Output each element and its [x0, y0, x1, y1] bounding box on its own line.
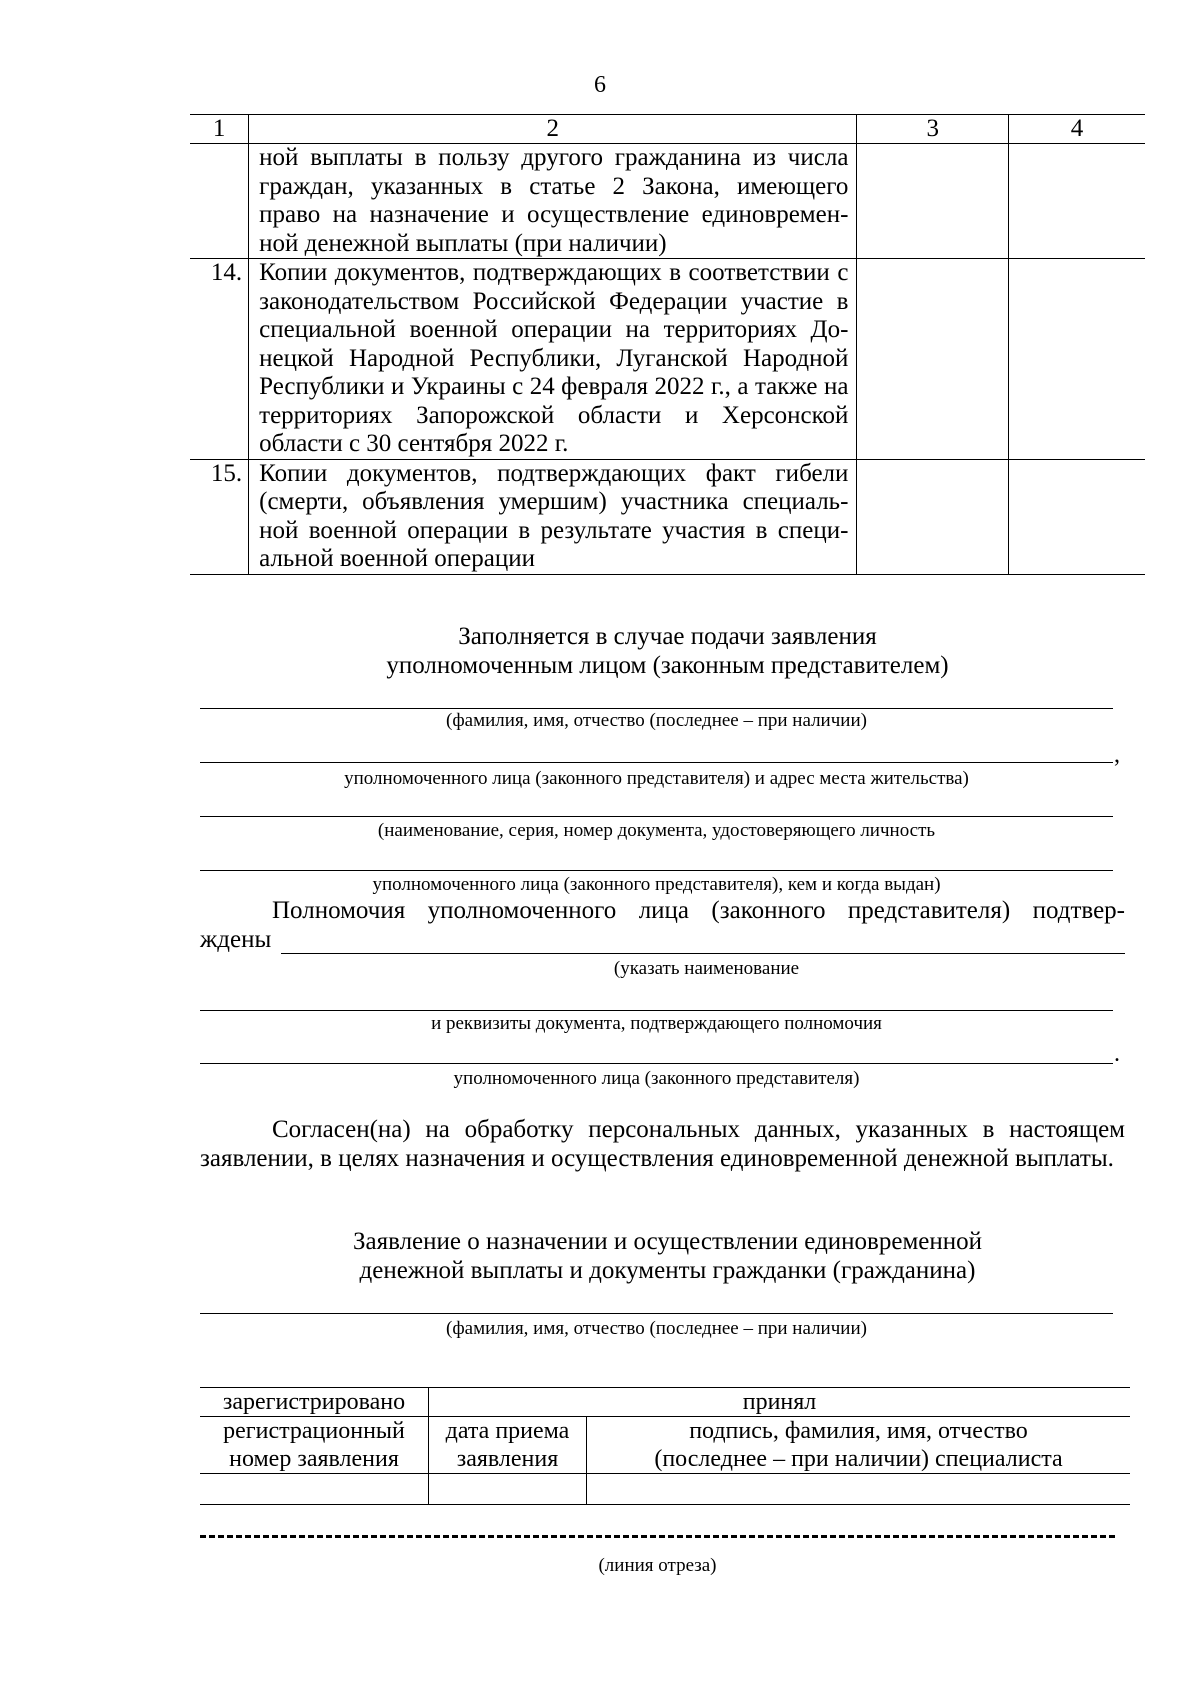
table-header-row [190, 115, 1145, 144]
table-row [200, 1417, 1130, 1474]
receipt-date-cell[interactable] [429, 1474, 587, 1505]
table-row [200, 1474, 1130, 1505]
representative-section-title: Заполняется в случае подачи заявления уполномоченным лицом (законным представителем) [386, 623, 949, 679]
row-col-4 [1008, 144, 1145, 259]
row-col-3 [857, 459, 1009, 574]
specialist-signature-header: подпись, фамилия, имя, отчество (последнее – при наличии) специалиста [587, 1417, 1131, 1474]
row-col-3 [857, 144, 1009, 259]
field-caption: (фамилия, имя, отчество (последнее – при наличии) [446, 1318, 867, 1339]
registration-number-header: регистрационный номер заявления [200, 1417, 429, 1474]
field-caption: (указать наименование [613, 958, 800, 979]
header-col-1: 1 [190, 115, 249, 144]
table-row [190, 144, 1145, 259]
receipt-section-title: Заявление о назначении и осуществлении единовременной денежной выплаты и документы гражданки (гражданина) [352, 1228, 983, 1284]
table-row [200, 1388, 1130, 1417]
trailing-comma: , [1114, 742, 1120, 768]
header-col-4: 4 [1008, 115, 1145, 144]
row-description: Копии документов, подтверждающих факт гибели (смерти, объявления умершим) участника специаль- ной военной операции в результате участия в специ- альной военной операции [249, 459, 857, 574]
row-col-4 [1008, 259, 1145, 460]
authority-document-field[interactable] [281, 929, 1125, 954]
trailing-period: . [1114, 1041, 1120, 1067]
applicant-name-field[interactable] [200, 1313, 1113, 1314]
authority-text-line: Полномочия уполномоченного лица (законного представителя) подтвер- [272, 897, 1125, 924]
row-number [190, 144, 249, 259]
table-row [190, 259, 1145, 460]
page-number: 6 [594, 72, 606, 98]
authority-document-details-field-2[interactable] [200, 1063, 1113, 1064]
field-caption: уполномоченного лица (законного представителя) [453, 1068, 860, 1089]
accepted-header: принял [429, 1388, 1131, 1417]
authority-text-prefix: ждены [200, 925, 272, 953]
field-caption: (наименование, серия, номер документа, удостоверяющего личность [377, 820, 936, 841]
authority-confirmation [200, 897, 1125, 954]
field-caption: уполномоченного лица (законного представителя) и адрес места жительства) [344, 768, 969, 789]
specialist-signature-cell[interactable] [587, 1474, 1131, 1505]
cut-line-caption: (линия отреза) [598, 1555, 717, 1576]
table-row [190, 459, 1145, 574]
row-col-3 [857, 259, 1009, 460]
registered-header: зарегистрировано [200, 1388, 429, 1417]
registration-number-cell[interactable] [200, 1474, 429, 1505]
consent-paragraph: Согласен(на) на обработку персональных данных, указанных в настоящем заявлении, в целях назначения и осуществления единовременной денежной выплаты. [200, 1116, 1125, 1172]
header-col-2: 2 [249, 115, 857, 144]
row-number: 14. [190, 259, 249, 460]
documents-table [190, 114, 1145, 575]
row-description: Копии документов, подтверждающих в соответствии с законодательством Российской Федерации участие в специальной военной операции на территориях До- нецкой Народной Республики, Луганской Народной Республики и Украины с 24 февраля 2022 г., а также на территориях Запорожской области и Херсонской области с 30 сентября 2022 г. [249, 259, 857, 460]
identity-document-issuer-field[interactable] [200, 870, 1113, 871]
row-description: ной выплаты в пользу другого гражданина из числа граждан, указанных в статье 2 Закона, имеющего право на назначение и осуществление единовремен- ной денежной выплаты (при наличии) [249, 144, 857, 259]
registration-table [200, 1387, 1130, 1505]
representative-name-field[interactable] [200, 708, 1113, 709]
row-col-4 [1008, 459, 1145, 574]
identity-document-field[interactable] [200, 816, 1113, 817]
field-caption: уполномоченного лица (законного представителя), кем и когда выдан) [372, 874, 941, 895]
cut-line [200, 1535, 1115, 1538]
header-col-3: 3 [857, 115, 1009, 144]
representative-address-field[interactable] [200, 762, 1113, 763]
field-caption: и реквизиты документа, подтверждающего полномочия [431, 1013, 882, 1034]
authority-document-details-field[interactable] [200, 1010, 1113, 1011]
receipt-date-header: дата приема заявления [429, 1417, 587, 1474]
field-caption: (фамилия, имя, отчество (последнее – при наличии) [446, 710, 867, 731]
row-number: 15. [190, 459, 249, 574]
